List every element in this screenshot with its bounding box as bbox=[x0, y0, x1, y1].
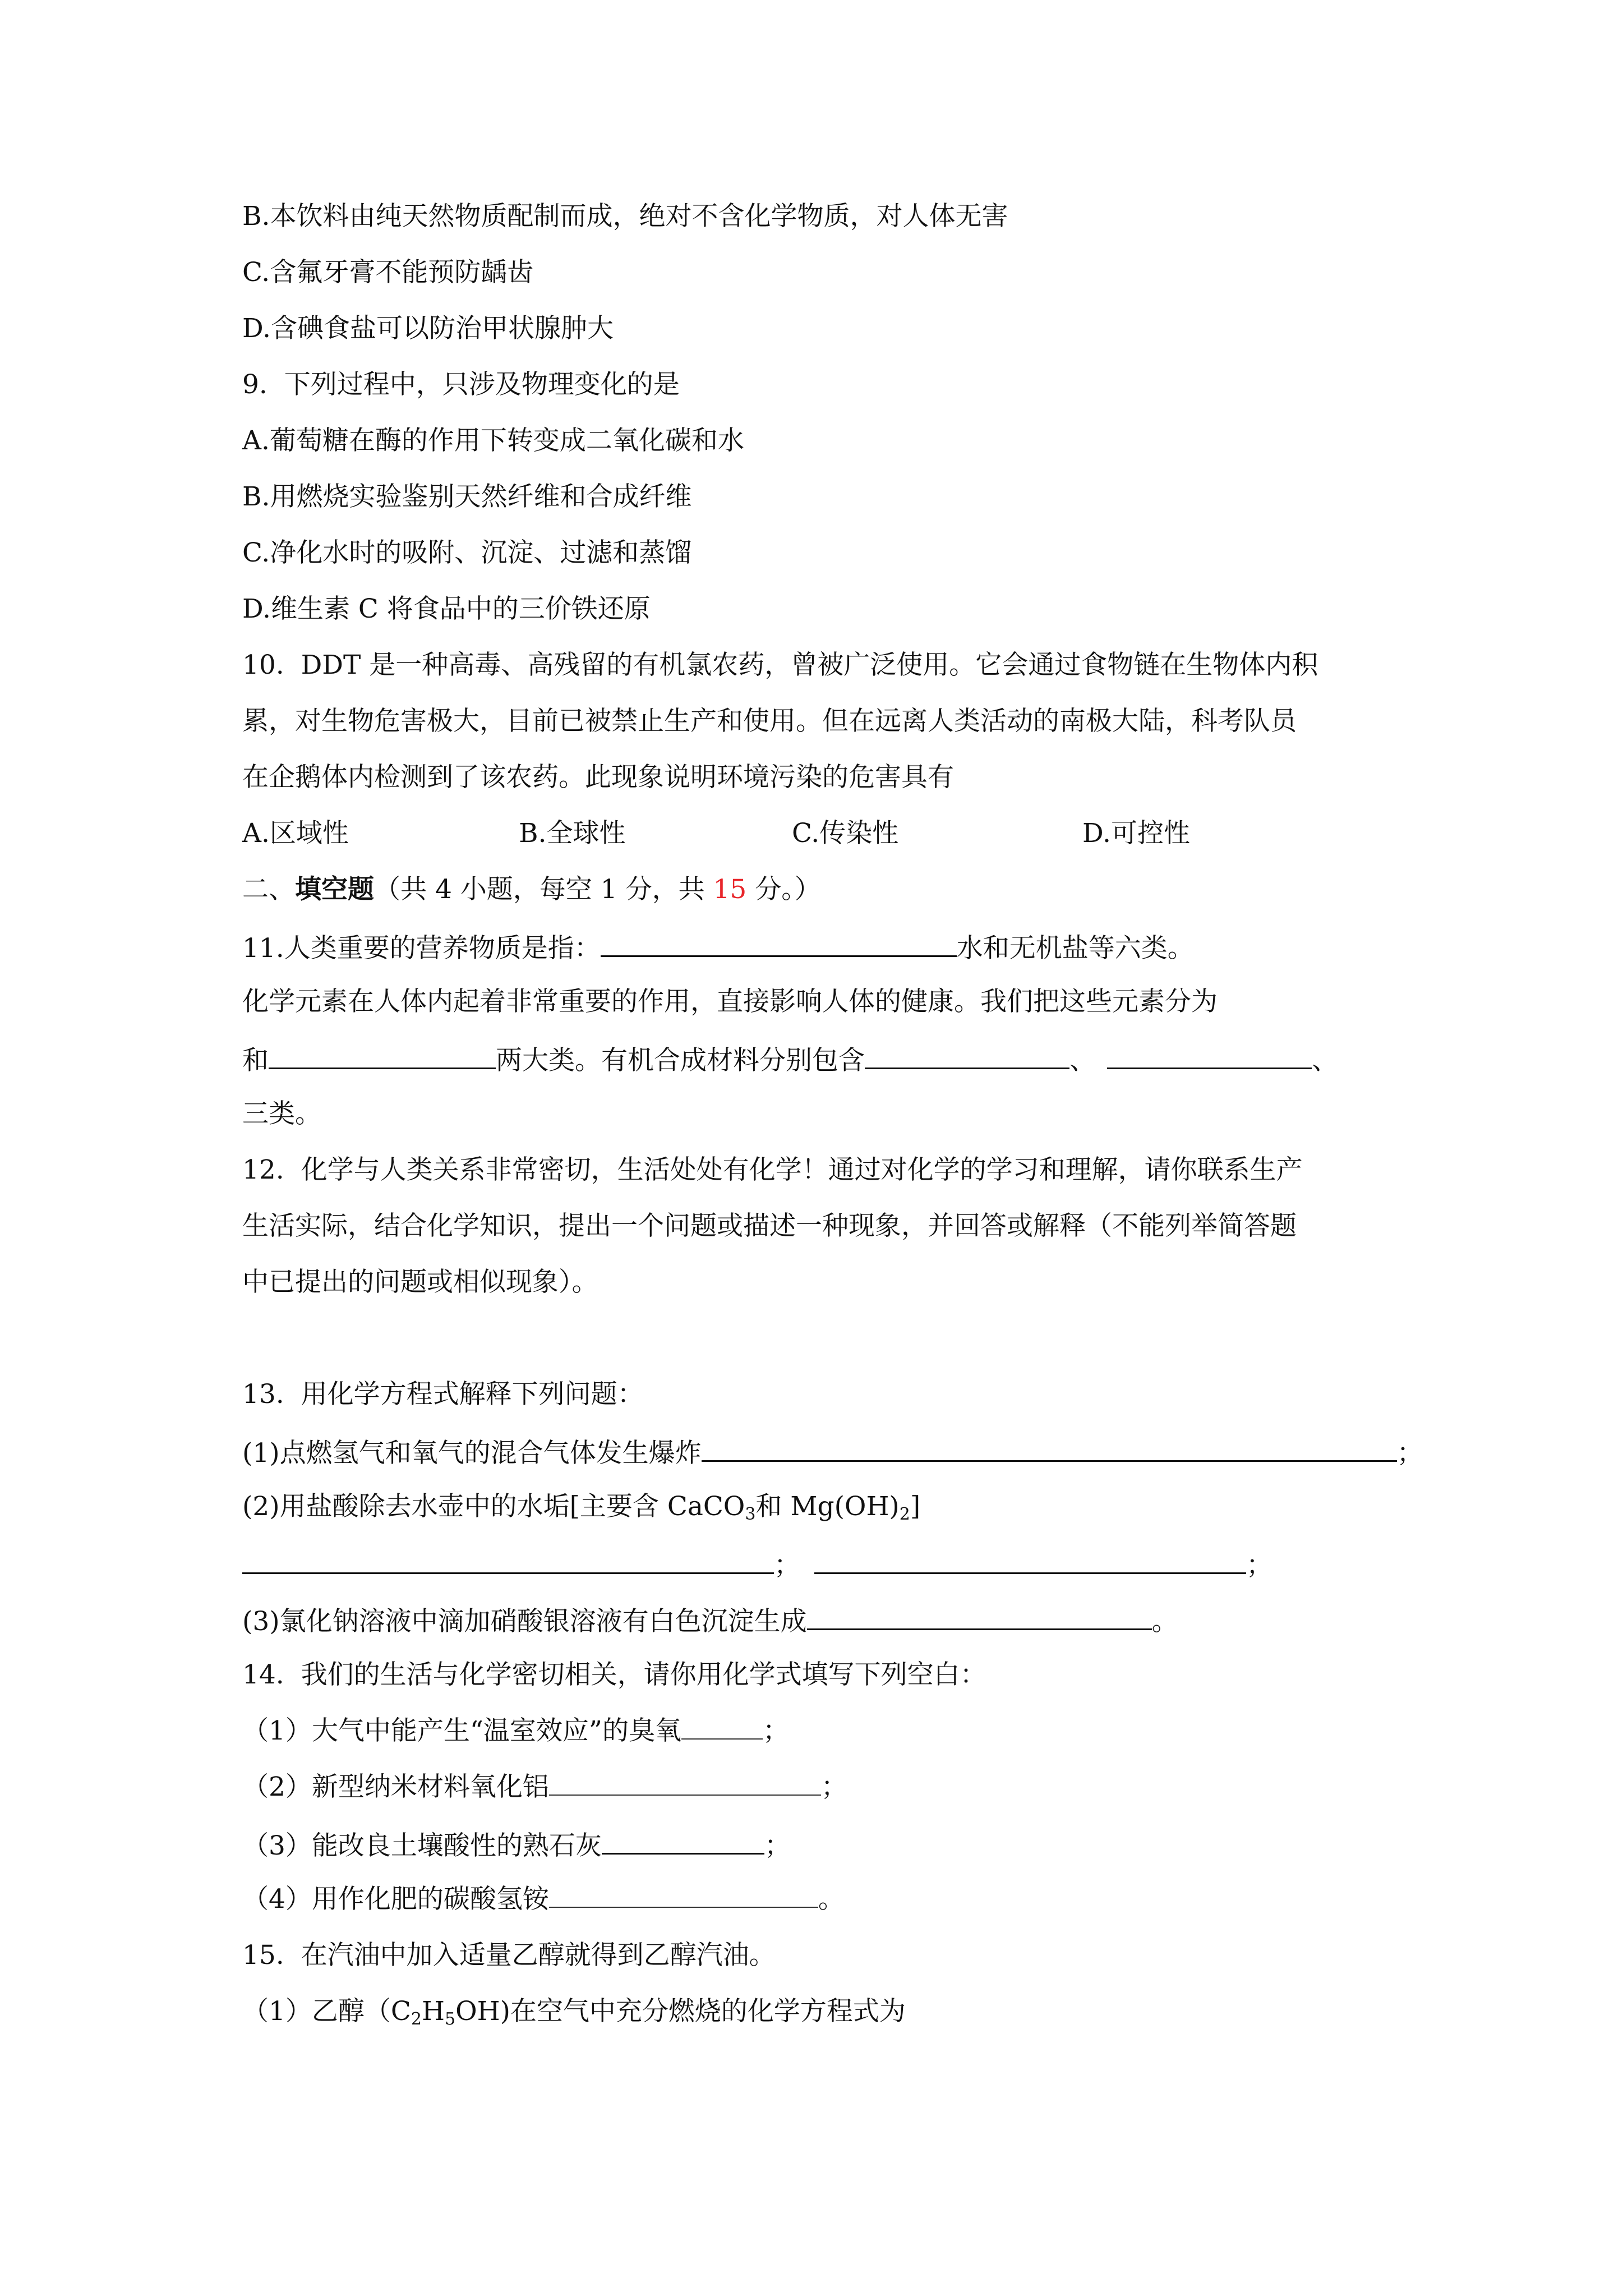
q10-line-1: 10. DDT 是一种高毒、高残留的有机氯农药，曾被广泛使用。它会通过食物链在生物体内积 bbox=[242, 650, 1318, 680]
q12-line-1: 12. 化学与人类关系非常密切，生活处处有化学！通过对化学的学习和理解，请你联系生产 bbox=[242, 1154, 1303, 1185]
q14-part-2-text: （2）新型纳米材料氧化铝 bbox=[242, 1772, 549, 1802]
q13-semi-1: ； bbox=[774, 1550, 800, 1581]
q10-option-d: D.可控性 bbox=[1082, 818, 1190, 849]
q13-part-2-answers bbox=[242, 1545, 1272, 1583]
q14-part-2 bbox=[242, 1770, 847, 1805]
q11-line-2: 化学元素在人体内起着非常重要的作用，直接影响人体的健康。我们把这些元素分为 bbox=[242, 986, 1218, 1017]
q11-line-3 bbox=[242, 1041, 1338, 1078]
q14-part-1 bbox=[242, 1714, 789, 1749]
q13-part-1-end: ； bbox=[1396, 1438, 1423, 1469]
q13-sub-mgoh2: 2 bbox=[899, 1504, 910, 1524]
q13-part-3-end: 。 bbox=[1151, 1606, 1178, 1637]
q14-blank-1[interactable] bbox=[681, 1714, 763, 1740]
q14-part-3-text: （3）能改良土壤酸性的熟石灰 bbox=[242, 1830, 602, 1861]
q11-blank-elements[interactable] bbox=[269, 1041, 496, 1069]
section-2-desc-b: 分。） bbox=[746, 874, 821, 905]
q13-blank-2a[interactable] bbox=[242, 1545, 774, 1574]
q10-line-3: 在企鹅体内检测到了该农药。此现象说明环境污染的危害具有 bbox=[242, 762, 954, 793]
q14-part-4-end: 。 bbox=[818, 1884, 845, 1915]
q14-part-2-end: ； bbox=[820, 1772, 847, 1802]
q10-option-b: B.全球性 bbox=[519, 818, 626, 849]
q11-line-1 bbox=[242, 928, 1194, 966]
q11-sep-1: 、 bbox=[1069, 1045, 1096, 1076]
q11-blank-material-2[interactable] bbox=[1107, 1041, 1312, 1069]
q15-text-c: OH)在空气中充分燃烧的化学方程式为 bbox=[455, 1996, 906, 2027]
q13-part-2-text-b: 和 Mg(OH) bbox=[755, 1491, 900, 1522]
q11-blank-material-1[interactable] bbox=[865, 1041, 1069, 1069]
q14-part-4 bbox=[242, 1882, 845, 1917]
q13-part-1 bbox=[242, 1433, 1423, 1471]
q11-line-4: 三类。 bbox=[242, 1098, 321, 1129]
q8-option-d: D.含碘食盐可以防治甲状腺肿大 bbox=[242, 313, 614, 344]
q13-part-3-text: (3)氯化钠溶液中滴加硝酸银溶液有白色沉淀生成 bbox=[242, 1606, 807, 1637]
section-2-prefix: 二、 bbox=[242, 874, 295, 905]
q9-stem: 9. 下列过程中，只涉及物理变化的是 bbox=[242, 369, 680, 400]
q13-blank-1[interactable] bbox=[702, 1433, 1397, 1462]
q10-option-c: C.传染性 bbox=[792, 818, 899, 849]
q13-sub-caco3: 3 bbox=[745, 1504, 756, 1524]
q14-part-3-end: ； bbox=[764, 1830, 791, 1861]
q11-sep-2: 、 bbox=[1312, 1045, 1338, 1076]
q14-part-4-text: （4）用作化肥的碳酸氢铵 bbox=[242, 1884, 549, 1915]
section-2-desc-a: （共 4 小题，每空 1 分，共 bbox=[374, 874, 713, 905]
q11-text-a: 11.人类重要的营养物质是指： bbox=[242, 933, 601, 964]
q14-part-1-end: ； bbox=[762, 1715, 789, 1746]
q13-part-3 bbox=[242, 1602, 1178, 1639]
q13-semi-2: ； bbox=[1246, 1550, 1272, 1581]
q13-part-2-text-a: (2)用盐酸除去水壶中的水垢[主要含 CaCO bbox=[242, 1491, 745, 1522]
q11-text-b: 水和无机盐等六类。 bbox=[956, 933, 1194, 964]
q11-blank-nutrients[interactable] bbox=[601, 928, 957, 957]
q13-part-2 bbox=[242, 1489, 920, 1532]
q11-text-and: 和 bbox=[242, 1045, 269, 1076]
q9-option-b: B.用燃烧实验鉴别天然纤维和合成纤维 bbox=[242, 481, 692, 512]
q14-blank-2[interactable] bbox=[549, 1770, 821, 1796]
q12-line-3: 中已提出的问题或相似现象）。 bbox=[242, 1267, 598, 1297]
q15-stem: 15. 在汽油中加入适量乙醇就得到乙醇汽油。 bbox=[242, 1940, 776, 1971]
q15-part-1 bbox=[242, 1994, 906, 2037]
section-2-score: 15 bbox=[713, 874, 747, 905]
q9-option-a: A.葡萄糖在酶的作用下转变成二氧化碳和水 bbox=[242, 425, 744, 456]
q15-text-b: H bbox=[421, 1996, 445, 2027]
q14-blank-4[interactable] bbox=[549, 1882, 818, 1908]
q15-sub-c2: 2 bbox=[411, 2009, 422, 2029]
q8-option-c: C.含氟牙膏不能预防龋齿 bbox=[242, 257, 534, 288]
q14-part-3 bbox=[242, 1826, 791, 1864]
q14-blank-3[interactable] bbox=[602, 1826, 764, 1855]
q10-line-2: 累，对生物危害极大，目前已被禁止生产和使用。但在远离人类活动的南极大陆，科考队员 bbox=[242, 706, 1297, 737]
q15-sub-h5: 5 bbox=[444, 2009, 456, 2029]
q8-option-b: B.本饮料由纯天然物质配制而成，绝对不含化学物质，对人体无害 bbox=[242, 201, 1008, 232]
section-2-title: 填空题 bbox=[295, 874, 374, 905]
q10-option-a: A.区域性 bbox=[242, 818, 349, 849]
q14-part-1-text: （1）大气中能产生“温室效应”的臭氧 bbox=[242, 1715, 681, 1746]
q9-option-d: D.维生素 C 将食品中的三价铁还原 bbox=[242, 593, 651, 624]
q14-stem: 14. 我们的生活与化学密切相关，请你用化学式填写下列空白： bbox=[242, 1659, 986, 1690]
q13-part-1-text: (1)点燃氢气和氧气的混合气体发生爆炸 bbox=[242, 1438, 702, 1469]
q13-stem: 13. 用化学方程式解释下列问题： bbox=[242, 1379, 644, 1410]
q11-text-materials: 两大类。有机合成材料分别包含 bbox=[496, 1045, 865, 1076]
q13-part-2-text-c: ] bbox=[910, 1491, 921, 1522]
q15-text-a: （1）乙醇（C bbox=[242, 1996, 411, 2027]
section-2-heading bbox=[242, 872, 821, 907]
q9-option-c: C.净化水时的吸附、沉淀、过滤和蒸馏 bbox=[242, 537, 692, 568]
q12-line-2: 生活实际，结合化学知识，提出一个问题或描述一种现象，并回答或解释（不能列举简答题 bbox=[242, 1211, 1297, 1241]
q13-blank-3[interactable] bbox=[807, 1602, 1152, 1630]
q13-blank-2b[interactable] bbox=[814, 1545, 1246, 1574]
